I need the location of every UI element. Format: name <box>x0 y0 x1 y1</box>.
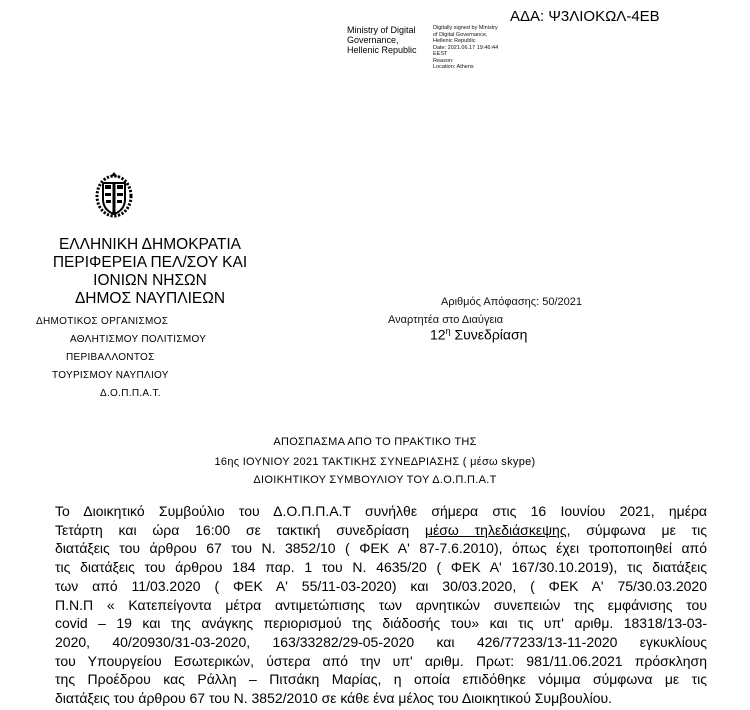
signature-detail-line: Date: 2021.06.17 19:46:44 <box>433 44 499 51</box>
signature-detail-line: of Digital Governance, <box>433 31 488 38</box>
signature-detail-line: EEST <box>433 51 448 57</box>
paragraph-line: της Προέδρου κας Ράλλη – Πιτσάκη Μαρίας, η οποία επιδόθηκε νόμιμα σύμφωνα με τις <box>55 671 707 688</box>
session-label <box>430 326 527 343</box>
heading-line: ΔΙΟΙΚΗΤΙΚΟΥ ΣΥΜΒΟΥΛΙΟΥ ΤΟΥ Δ.Ο.Π.Π.Α.Τ <box>253 474 497 486</box>
paragraph-line: διατάξεις του άρθρου 67 του Ν. 3852/2010 σε κάθε ένα μέλος του Διοικητικού Συμβουλίου. <box>55 690 613 707</box>
signature-detail-line: Hellenic Republic <box>433 38 476 44</box>
signature-detail-line: Digitally signed by Ministry <box>433 25 498 31</box>
heading-line: ΑΠΟΣΠΑΣΜΑ ΑΠΟ ΤΟ ΠΡΑΚΤΙΚΟ ΤΗΣ <box>273 436 477 448</box>
paragraph-line: των από 11/03.2020 ( ΦΕΚ Α' 55/11-03-2020) και 30/03.2020, ( ΦΕΚ Α' 75/30.03.2020 <box>55 577 707 594</box>
paragraph-line: 2020, 40/20930/31-03-2020, 163/33282/29-05-2020 και 426/77233/13-11-2020 εγκυκλίους <box>55 633 707 650</box>
signature-details <box>433 25 498 71</box>
posted-label: Αναρτητέα στο Διαύγεια <box>388 314 504 326</box>
paragraph-line: Το Διοικητικό Συμβούλιο του Δ.Ο.Π.Π.Α.Τ συνήλθε σήμερα στις 16 Ιουνίου 2021, ημέρα <box>55 503 707 519</box>
gov-line: ΕΛΛΗΝΙΚΗ ΔΗΜΟΚΡΑΤΙΑ <box>58 236 242 253</box>
paragraph-line: covid – 19 και της ανάγκης περιορισμού της διάδοσής του» και τις υπ' αριθμ. 18318/13-03- <box>55 615 707 632</box>
session-suffix: η <box>445 326 451 336</box>
signature-org-line: Hellenic Republic <box>347 45 417 55</box>
signature-org-line: Ministry of Digital <box>347 25 416 35</box>
session-number: 12 <box>430 326 446 343</box>
paragraph-line: Π.Ν.Π « Κατεπείγοντα μέτρα αντιμετώπισης των αρνητικών συνεπειών της εμφάνισης του <box>55 596 707 613</box>
org-line: Δ.Ο.Π.Π.Α.Τ. <box>100 388 161 399</box>
gov-line: ΔΗΜΟΣ ΝΑΥΠΛΙΕΩΝ <box>74 290 226 307</box>
signature-detail-line: Reason: <box>433 57 454 64</box>
paragraph-line: Τετάρτη και ώρα 16:00 σε τακτική συνεδρίαση μέσω τηλεδιάσκεψης, σύμφωνα με τις <box>55 521 707 538</box>
paragraph-line: τις διατάξεις του άρθρου 184 παρ. 1 του Ν. 4635/20 ( ΦΕΚ Α' 167/30.10.2019), τις διατάξεις <box>55 559 707 576</box>
gov-line: ΠΕΡΙΦΕΡΕΙΑ ΠΕΛ/ΣΟΥ ΚΑΙ <box>52 254 248 271</box>
org-line: ΤΟΥΡΙΣΜΟΥ ΝΑΥΠΛΙΟΥ <box>52 370 169 381</box>
org-line: ΠΕΡΙΒΑΛΛΟΝΤΟΣ <box>66 352 155 363</box>
minutes-paragraph <box>55 502 707 708</box>
paragraph-line: διατάξεις του άρθρου 67 του Ν. 3852/10 ( ΦΕΚ Α' 87-7.6.2010), όπως έχει τροποποιηθεί από <box>55 540 707 557</box>
paragraph-line: του Υπουργείου Εσωτερικών, ύστερα από την υπ' αριθμ. Πρωτ: 981/11.06.2021 πρόσκληση <box>55 652 707 669</box>
signature-organization <box>347 25 417 55</box>
hellenic-republic-seal-icon <box>92 168 136 220</box>
org-line: ΑΘΛΗΤΙΣΜΟΥ ΠΟΛΙΤΙΣΜΟΥ <box>70 334 207 345</box>
gov-line: ΙΟΝΙΩΝ ΝΗΣΩΝ <box>93 272 207 289</box>
session-word: Συνεδρίαση <box>454 326 528 343</box>
remote-meeting-underlined: μέσω τηλεδιάσκεψης, <box>424 521 571 538</box>
ada-code: ΑΔΑ: Ψ3ΛΙΟΚΩΛ-4ΕΒ <box>510 8 660 25</box>
org-line: ΔΗΜΟΤΙΚΟΣ ΟΡΓΑΝΙΣΜΟΣ <box>36 316 169 327</box>
signature-org-line: Governance, <box>347 35 399 45</box>
decision-number: Αριθμός Απόφασης: 50/2021 <box>441 296 582 308</box>
heading-line: 16ης ΙΟΥΝΙΟΥ 2021 ΤΑΚΤΙΚΗΣ ΣΥΝΕΔΡΙΑΣΗΣ ( μέσω skype) <box>214 456 536 468</box>
signature-detail-line: Location: Athens <box>433 64 474 70</box>
